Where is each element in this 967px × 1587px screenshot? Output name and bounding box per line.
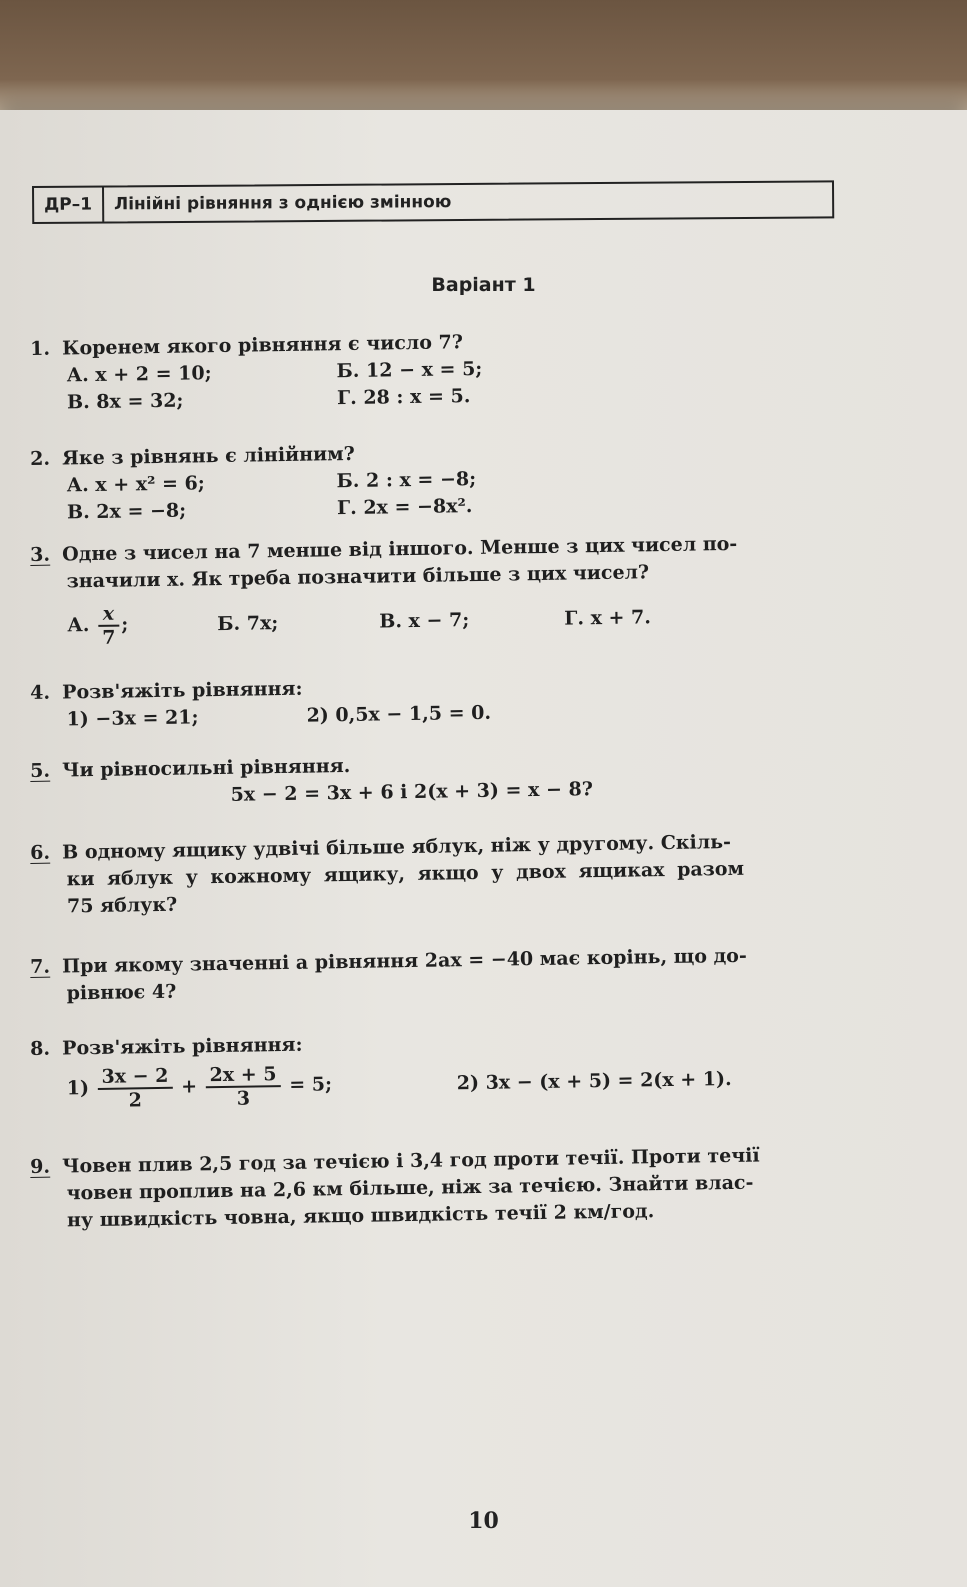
section-title: Лінійні рівняння з однією змінною: [113, 192, 452, 215]
question-text-line2: човен проплив на 2,6 км більше, ніж за течією. Знайти влас-: [66, 1171, 754, 1205]
variant-title: Варіант 1: [431, 274, 536, 296]
option-a: [67, 601, 218, 649]
question-text-line1: Човен плив 2,5 год за течією і 3,4 год проти течії. Проти течії: [62, 1144, 760, 1178]
question-6: [30, 826, 911, 921]
question-7: [30, 940, 911, 1008]
fraction-denominator: 3: [236, 1087, 251, 1110]
question-text-line2: рівнює 4?: [66, 980, 177, 1005]
worksheet-page: [0, 110, 967, 1587]
question-text-line1: Одне з чисел на 7 менше від іншого. Менше з цих чисел по-: [62, 532, 738, 566]
question-number: 8.: [30, 1037, 51, 1060]
question-3: [30, 528, 912, 650]
option-b: Б. 12 − x = 5;: [336, 357, 483, 383]
question-number: 1.: [30, 337, 51, 360]
part-2: 2) 3x − (x + 5) = 2(x + 1).: [456, 1067, 732, 1094]
page-number: 10: [468, 1508, 499, 1534]
option-c: В. 2x = −8;: [66, 499, 187, 524]
option-c: В. 8x = 32;: [66, 389, 184, 414]
part-1-end: = 5;: [289, 1073, 333, 1096]
part-1: [66, 1060, 457, 1112]
part-1-label: 1): [66, 1077, 90, 1100]
fraction-denominator: 7: [102, 626, 116, 649]
section-code: ДР–1: [34, 187, 104, 221]
question-text-line3: 75 яблук?: [66, 893, 178, 918]
option-d: Г. 2x = −8x².: [336, 495, 473, 520]
option-a: А. x + 2 = 10;: [66, 362, 212, 387]
question-1: [30, 322, 911, 417]
question-5: [30, 744, 911, 812]
part-1: 1) −3x = 21;: [66, 706, 199, 731]
question-number: 3.: [30, 543, 51, 566]
question-text-line1: При якому значенні a рівняння 2ax = −40 має корінь, що до-: [62, 944, 747, 978]
option-d: Г. 28 : x = 5.: [336, 385, 471, 410]
question-text: Яке з рівнянь є лінійним?: [62, 442, 355, 470]
question-text: Чи рівносильні рівняння.: [62, 754, 351, 782]
option-a-label: А.: [67, 614, 90, 637]
part-2: 2) 0,5x − 1,5 = 0.: [306, 701, 492, 727]
question-text: Розв'яжіть рівняння:: [62, 1033, 303, 1060]
fraction-numerator: x: [98, 603, 120, 627]
question-text-line2: ки яблук у кожному ящику, якщо у двох ящиках разом: [66, 857, 745, 891]
fraction-numerator: 3x − 2: [97, 1065, 172, 1090]
fraction-denominator: 2: [128, 1089, 143, 1112]
section-header: [32, 180, 834, 224]
question-number: 6.: [30, 841, 51, 864]
question-2: [30, 432, 911, 527]
fraction: [98, 603, 120, 649]
option-b: Б. 2 : x = −8;: [336, 467, 477, 493]
option-b: Б. 7x;: [217, 611, 279, 635]
option-d: Г. x + 7.: [564, 605, 652, 630]
plus-sign: +: [181, 1075, 198, 1098]
question-number: 7.: [30, 955, 51, 978]
question-number: 2.: [30, 447, 51, 470]
option-a: А. x + x² = 6;: [66, 472, 205, 497]
equation: 5x − 2 = 3x + 6 і 2(x + 3) = x − 8?: [230, 778, 594, 806]
option-a-end: ;: [121, 613, 129, 636]
question-text: Розв'яжіть рівняння:: [62, 677, 303, 704]
question-text: Коренем якого рівняння є число 7?: [62, 331, 464, 360]
question-number: 5.: [30, 759, 51, 782]
question-text-line2: значили x. Як треба позначити більше з цих чисел?: [66, 561, 650, 593]
option-c: В. x − 7;: [379, 608, 470, 633]
question-text-line3: ну швидкість човна, якщо швидкість течії 2 км/год.: [66, 1200, 655, 1232]
fraction-2: [205, 1063, 281, 1110]
question-text-line1: В одному ящику удвічі більше яблук, ніж у другому. Скіль-: [62, 830, 732, 864]
question-8: [30, 1022, 911, 1113]
fraction-numerator: 2x + 5: [205, 1063, 280, 1088]
question-4: [30, 666, 911, 734]
question-9: [30, 1140, 911, 1235]
fraction-1: [97, 1065, 173, 1112]
question-number: 9.: [30, 1155, 51, 1178]
question-number: 4.: [30, 681, 51, 704]
